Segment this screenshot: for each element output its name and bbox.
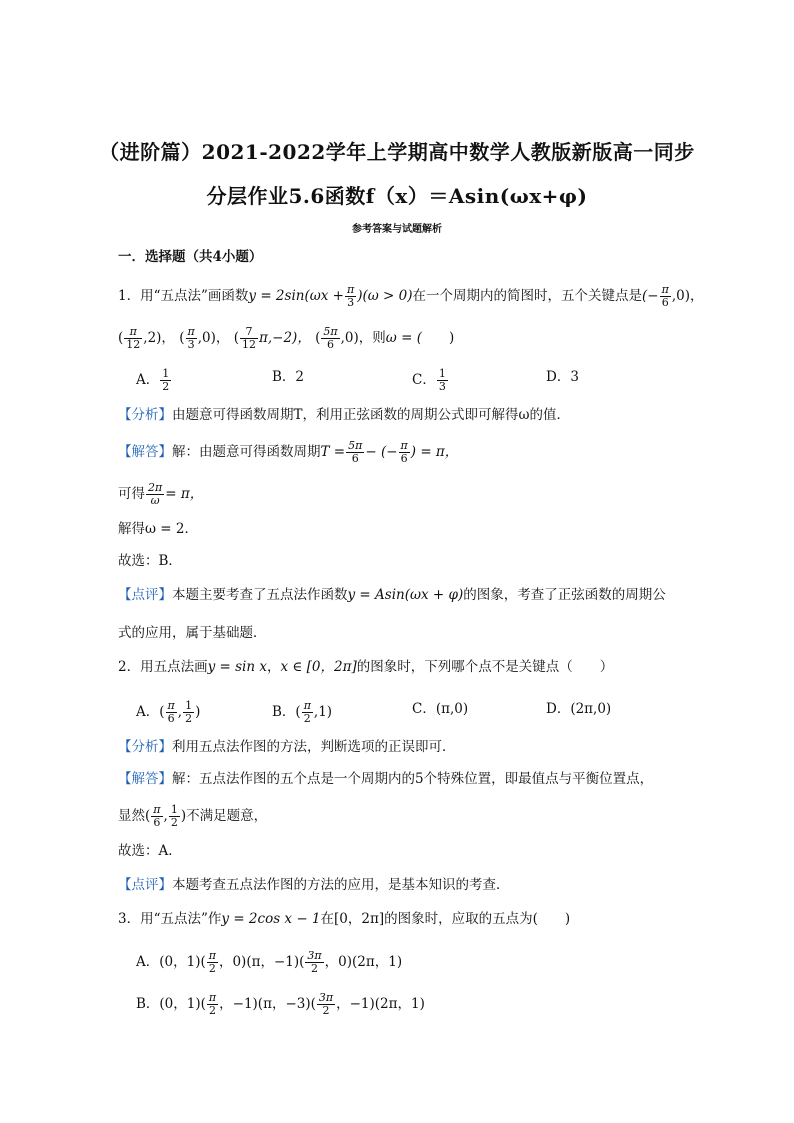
q2-option-b: B．( $\frac{\pi}{2}$ ,1) xyxy=(272,699,333,725)
section-heading: 一．选择题（共4小题） xyxy=(118,249,263,265)
q2-option-d: D．(2π,0) xyxy=(546,701,612,717)
doc-title-line1: （进阶篇）2021-2022学年上学期高中数学人教版新版高一同步 xyxy=(99,140,695,164)
q2-stem: 2．用五点法画y = sin x，x ∈ [0，2π]的图象时，下列哪个点不是关键点（ ） xyxy=(118,659,614,675)
q2-answer-line2: 显然( $\frac{\pi}{6}$ , $\frac{1}{2}$ )不满足题意， xyxy=(118,803,268,829)
q2-option-c: C．(π,0) xyxy=(412,701,469,717)
q1-answer-line2: 可得 $\frac{2\pi}{\omega}$ = π， xyxy=(118,481,204,507)
q2-option-a: A．( $\frac{\pi}{6}$ , $\frac{1}{2}$ ) xyxy=(136,699,201,725)
q2-analysis: 【分析】利用五点法作图的方法，判断选项的正误即可． xyxy=(118,739,456,755)
q1-option-b: B．2 xyxy=(272,369,305,385)
q1-option-a: A． $\frac{1}{2}$ xyxy=(136,367,170,393)
doc-subtitle: 参考答案与试题解析 xyxy=(352,224,442,235)
q1-answer-line1: 【解答】解：由题意可得函数周期T = $\frac{5\pi}{6}$ − (− $\frac{\pi}{6}$ ) = π， xyxy=(118,439,459,465)
q3-stem: 3．用“五点法”作y = 2cos x − 1在[0，2π]的图象时，应取的五点为( ) xyxy=(118,911,571,927)
doc-title-line2: 分层作业5.6函数f（x）＝Asin(ωx+φ) xyxy=(206,184,588,208)
q1-analysis: 【分析】由题意可得函数周期T，利用正弦函数的周期公式即可解得ω的值． xyxy=(118,407,571,423)
q1-comment-line2: 式的应用，属于基础题． xyxy=(118,625,267,641)
q1-stem-line2: ( $\frac{\pi}{12}$ ,2)， ( $\frac{\pi}{3}$ ,0)， ( $\frac{7}{12}$ π,−2)， ( $\frac{5\pi}{6}$ ,0)，则ω = ( ) xyxy=(118,325,455,351)
q1-option-c: C． $\frac{1}{3}$ xyxy=(412,367,446,393)
q1-option-d: D．3 xyxy=(546,369,579,385)
q2-comment: 【点评】本题考查五点法作图的方法的应用，是基本知识的考查． xyxy=(118,877,510,893)
q1-choose: 故选：B． xyxy=(118,553,182,569)
q2-choose: 故选：A． xyxy=(118,843,182,859)
q2-answer-line1: 【解答】解：五点法作图的五个点是一个周期内的5个特殊位置，即最值点与平衡位置点， xyxy=(118,771,654,787)
q1-stem-line1: 1．用“五点法”画函数y = 2sin(ωx + $\frac{\pi}{3}$ )(ω > 0)在一个周期内的简图时，五个关键点是(− $\frac{\pi}{6}$ ,0)， xyxy=(118,283,704,309)
q1-solve: 解得ω = 2． xyxy=(118,521,198,537)
q3-option-a: A．(0，1)( $\frac{\pi}{2}$ ，0)(π，−1)( $\frac{3\pi}{2}$ ，0)(2π，1) xyxy=(136,949,403,975)
q3-option-b: B．(0，1)( $\frac{\pi}{2}$ ，−1)(π，−3)( $\frac{3\pi}{2}$ ，−1)(2π，1) xyxy=(136,991,425,1017)
q1-comment-line1: 【点评】本题主要考查了五点法作函数y = Asin(ωx + φ)的图象，考查了正弦函数的周期公 xyxy=(118,587,666,603)
